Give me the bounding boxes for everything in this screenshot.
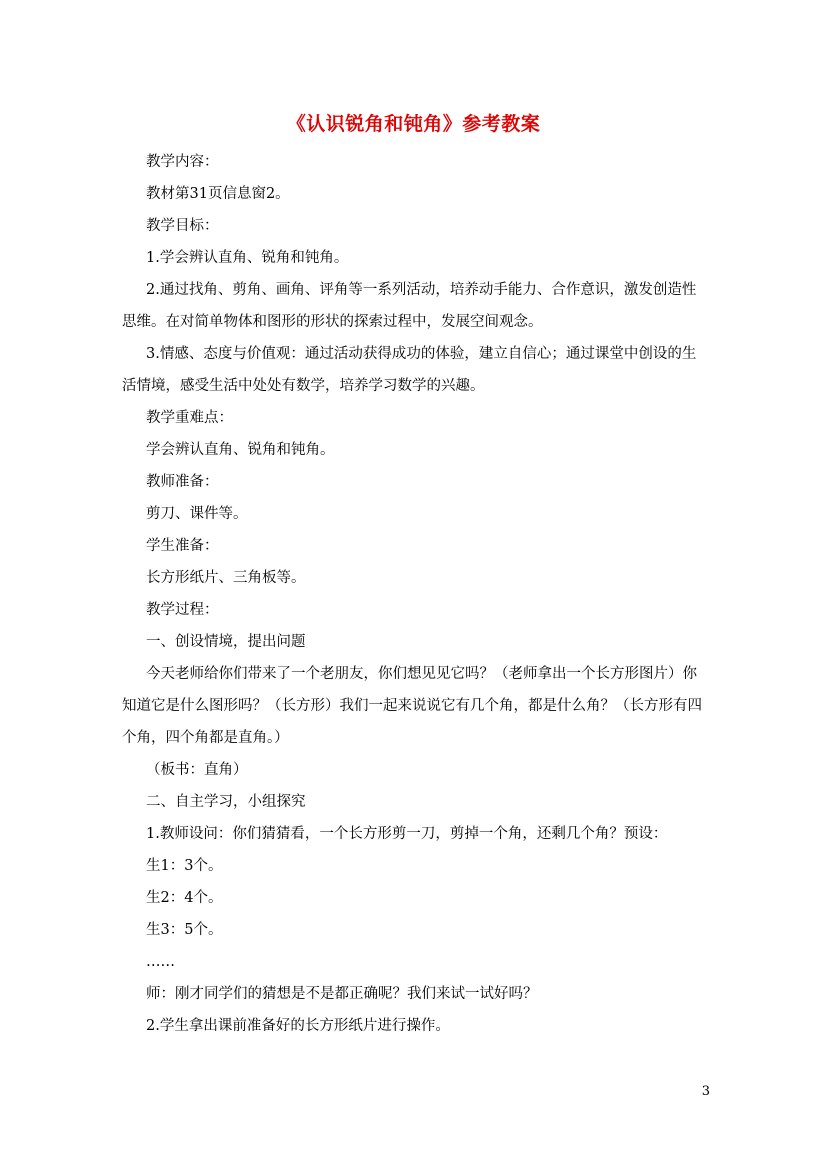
section-heading: 二、自主学习，小组探究 [146,794,306,810]
document-title: 《认识锐角和钝角》参考教案 [286,113,541,135]
paragraph: 教学内容： [146,154,219,170]
paragraph: 教学过程： [146,602,219,618]
paragraph: 学生准备： [146,538,219,554]
paragraph: …… [146,954,175,970]
paragraph: 今天老师给你们带来了一个老朋友，你们想见见它吗？（老师拿出一个长方形图片）你知道它是什么图形吗？（长方形）我们一起来说说它有几个角，都是什么角？（长方形有四个角，四个角都是直角。） [122,666,702,746]
paragraph: 2.学生拿出课前准备好的长方形纸片进行操作。 [146,1018,450,1034]
paragraph: 剪刀、课件等。 [146,506,248,522]
paragraph: 生3：5个。 [146,922,223,938]
paragraph: 教师准备： [146,474,219,490]
paragraph: 长方形纸片、三角板等。 [146,570,306,586]
paragraph: 3.情感、态度与价值观：通过活动获得成功的体验，建立自信心；通过课堂中创设的生活情境，感受生活中处处有数学，培养学习数学的兴趣。 [122,346,697,394]
paragraph: 2.通过找角、剪角、画角、评角等一系列活动，培养动手能力、合作意识，激发创造性思维。在对简单物体和图形的形状的探索过程中，发展空间观念。 [122,282,697,330]
paragraph: 生2：4个。 [146,890,223,906]
paragraph: 教学目标： [146,218,219,234]
paragraph: 师：刚才同学们的猜想是不是都正确呢？我们来试一试好吗？ [146,986,538,1002]
paragraph: 1.教师设问：你们猜猜看，一个长方形剪一刀，剪掉一个角，还剩几个角？预设： [146,826,668,842]
document-body [122,146,704,1042]
page-number: 3 [701,1084,710,1099]
paragraph: 学会辨认直角、锐角和钝角。 [146,442,335,458]
paragraph: 1.学会辨认直角、锐角和钝角。 [146,250,349,266]
paragraph: 生1：3个。 [146,858,223,874]
paragraph: 教学重难点： [146,410,233,426]
section-heading: 一、创设情境，提出问题 [146,634,306,650]
paragraph: 教材第31页信息窗2。 [146,186,290,202]
paragraph: （板书：直角） [146,762,248,778]
